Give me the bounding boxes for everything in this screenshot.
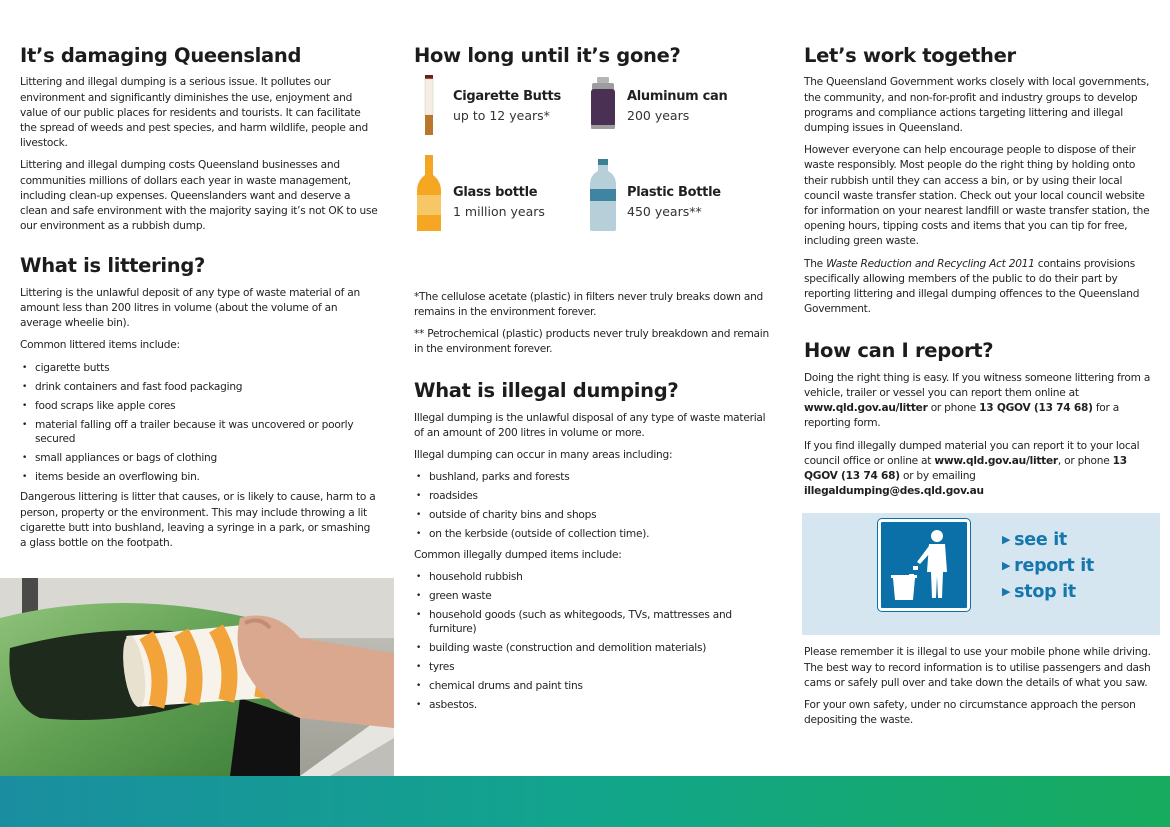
list-item: • drink containers and fast food packaging (20, 380, 378, 394)
list-item: • cigarette butts (20, 361, 378, 375)
step-stop-it (1002, 579, 1094, 605)
litter-bin-sign-icon (878, 519, 970, 611)
arrow-right-icon: ▶ (1002, 585, 1011, 599)
cigarette-icon (414, 75, 444, 137)
text: , or phone (1057, 454, 1113, 467)
text: Doing the right thing is easy. If you witness someone littering from a vehicle, trailer or vessel you can report them online at (804, 371, 1151, 400)
heading-illegal-dumping: What is illegal dumping? (414, 379, 679, 403)
text: If you find illegally dumped material you can report it to your local council office or online at (804, 439, 1140, 467)
decomp-name: Cigarette Butts (453, 89, 561, 105)
bin-photo (0, 578, 394, 776)
item-cigarette (414, 75, 594, 155)
decomp-time: up to 12 years* (453, 108, 550, 124)
text: The (804, 257, 827, 270)
list-item: • items beside an overflowing bin. (20, 470, 378, 484)
arrow-right-icon: ▶ (1002, 559, 1011, 573)
item-plastic-bottle (588, 155, 768, 235)
heading-damaging-queensland: It’s damaging Queensland (20, 44, 302, 67)
paragraph-act (804, 257, 1156, 318)
decomp-time: 200 years (627, 108, 690, 124)
paragraph: Illegal dumping can occur in many areas including: (414, 449, 673, 462)
dumped-items-list (414, 570, 774, 713)
column-left (20, 44, 378, 558)
email-link[interactable]: illegaldumping@des.qld.gov.au (804, 485, 984, 498)
person-dropping-litter-icon (881, 522, 967, 608)
footnote-cellulose: *The cellulose acetate (plastic) in filters never truly breaks down and remains in the environment forever. (414, 291, 764, 319)
list-item: • outside of charity bins and shops (414, 508, 774, 522)
glass-bottle-icon (414, 155, 444, 233)
paragraph: Littering and illegal dumping costs Queensland businesses and communities millions of dollars each year in waste management, including clean-up expenses. Queenslanders want and deserve a clean and safe environment with the majority saying it’s not OK to use our environment as a rubbish dump. (20, 159, 378, 233)
list-item: • asbestos. (414, 698, 774, 712)
decomp-name: Aluminum can (627, 89, 728, 105)
text: for a reporting form. (804, 402, 1119, 430)
paragraph-safety: For your own safety, under no circumstance approach the person depositing the waste. (804, 699, 1136, 727)
decomp-time: 450 years** (627, 204, 702, 220)
decomposition-grid (414, 75, 774, 240)
heading-how-report: How can I report? (804, 339, 994, 363)
plastic-bottle-icon (588, 155, 618, 233)
heading-how-long: How long until it’s gone? (414, 44, 681, 67)
step-label: stop it (1014, 582, 1076, 603)
littered-items-list (20, 361, 378, 485)
heading-work-together: Let’s work together (804, 44, 1016, 67)
footnote-petrochemical: ** Petrochemical (plastic) products never truly breakdown and remain in the environment forever. (414, 328, 769, 356)
arrow-right-icon: ▶ (1002, 533, 1011, 547)
list-item: • tyres (414, 660, 774, 674)
paragraph-phone-warning: Please remember it is illegal to use your mobile phone while driving. The best way to record information is to utilise passengers and dash cams or safely pull over and take down the details of what you saw. (804, 646, 1151, 689)
step-see-it (1002, 527, 1094, 553)
decomp-name: Plastic Bottle (627, 185, 721, 201)
step-label: see it (1014, 530, 1067, 551)
list-item: • on the kerbside (outside of collection time). (414, 527, 774, 541)
phone-number[interactable]: 13 QGOV (13 74 68) (804, 454, 1127, 483)
paragraph-report-littering (804, 371, 1156, 432)
list-item: • roadsides (414, 489, 774, 503)
list-item: • food scraps like apple cores (20, 399, 378, 413)
paragraph: The Queensland Government works closely with local governments, the community, and non-for-profit and industry groups to develop programs and compliance actions targeting littering and illegal dumping issues in Queensland. (804, 76, 1150, 134)
paragraph: However everyone can help encourage people to dispose of their waste responsibly. Most people do the right thing by holding onto their rubbish until they can access a bin, or by using their local council waste transfer station. Check out your local council website for information on your nearest landfill or waste transfer station, the opening hours, tipping costs and items that you can tip for free, including green waste. (804, 144, 1150, 248)
litter-url-link[interactable]: www.qld.gov.au/litter (934, 454, 1058, 467)
report-steps (1002, 527, 1094, 605)
column-right (804, 44, 1156, 735)
list-item: • chemical drums and paint tins (414, 679, 774, 693)
paragraph: Common illegally dumped items include: (414, 548, 622, 561)
paragraph: Littering and illegal dumping is a serious issue. It pollutes our environment and significantly diminishes the use, enjoyment and value of our public places for residents and tourists. It can facilitate the spread of weeds and pest species, and harm wildlife, people and livestock. (20, 76, 368, 150)
column-middle (414, 44, 774, 719)
list-item: • small appliances or bags of clothing (20, 451, 378, 465)
paragraph: Illegal dumping is the unlawful disposal of any type of waste material of an amount of 200 litres in volume or more. (414, 411, 766, 439)
list-item: • bushland, parks and forests (414, 470, 774, 484)
litter-url-link[interactable]: www.qld.gov.au/litter (804, 402, 928, 415)
see-report-stop-box (802, 513, 1160, 635)
decomp-name: Glass bottle (453, 185, 538, 201)
list-item: • green waste (414, 589, 774, 603)
paragraph-report-dumping (804, 439, 1156, 500)
dumping-areas-list (414, 470, 774, 541)
bin-photo-illustration (0, 578, 394, 776)
list-item: • household rubbish (414, 570, 774, 584)
list-item: • household goods (such as whitegoods, TVs, mattresses and furniture) (414, 608, 774, 637)
heading-what-is-littering: What is littering? (20, 254, 206, 278)
act-title: Waste Reduction and Recycling Act 2011 (826, 257, 1035, 270)
list-item: • building waste (construction and demolition materials) (414, 641, 774, 655)
step-label: report it (1014, 556, 1094, 577)
step-report-it (1002, 553, 1094, 579)
footer-gradient-banner (0, 776, 1170, 827)
item-aluminium-can (588, 75, 768, 155)
text: contains provisions specifically allowing members of the public to do their part by reporting littering and illegal dumping offences to the Queensland Government. (804, 257, 1140, 316)
decomp-time: 1 million years (453, 204, 545, 220)
list-item: • material falling off a trailer because it was uncovered or poorly secured (20, 418, 378, 447)
paragraph: Littering is the unlawful deposit of any type of waste material of an amount less than 200 litres in volume (about the volume of an average wheelie bin). (20, 286, 360, 330)
phone-number[interactable]: 13 QGOV (13 74 68) (979, 402, 1093, 415)
paragraph: Common littered items include: (20, 339, 180, 352)
text: or phone (927, 402, 980, 415)
text: or by emailing (899, 470, 976, 483)
paragraph: Dangerous littering is litter that causes, or is likely to cause, harm to a person, property or the environment. This may include throwing a lit cigarette butt into bushland, leaving a syringe in a park, or smashing a glass bottle on the footpath. (20, 491, 376, 550)
item-glass-bottle (414, 155, 594, 235)
can-icon (588, 75, 618, 137)
